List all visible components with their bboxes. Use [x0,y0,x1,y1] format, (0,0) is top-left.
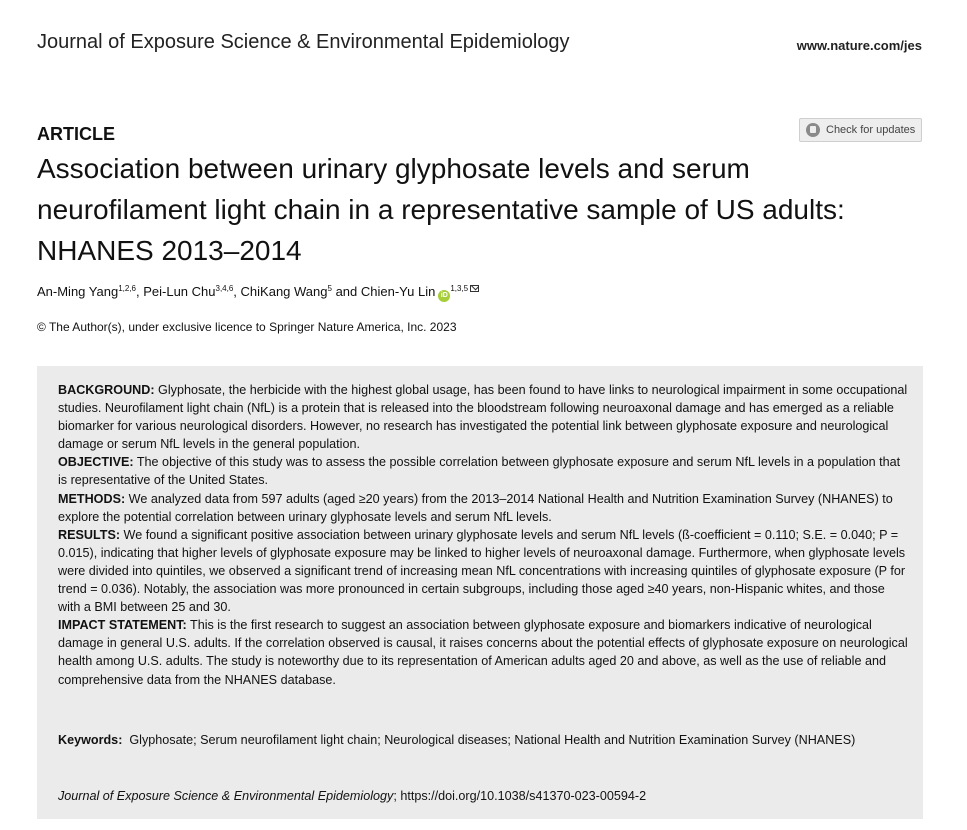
section-text: This is the first research to suggest an association between glyphosate exposure and biomarkers indicative of neurological damage in general U.S. adults. If the correlation observed is causal, it raises concerns about the potential effects of glyphosate exposure on neurological health among U.S. adults. The study is noteworthy due to its representation of American adults aged 20 and above, as well as the use of reliable and comprehensive data from the NHANES database. [58,618,908,687]
citation-journal: Journal of Exposure Science & Environmental Epidemiology [58,789,394,803]
section-label: METHODS: [58,491,126,506]
author-affiliation: 1,3,5 [450,284,469,293]
journal-url-link[interactable]: www.nature.com/jes [796,38,922,53]
article-type-label: ARTICLE [37,124,115,144]
author-affiliation: 3,4,6 [215,284,234,293]
section-label: RESULTS: [58,527,121,542]
author-name[interactable]: Chien-Yu Lin [360,284,436,299]
section-text: Glyphosate, the herbicide with the highest global usage, has been found to have links to neurological impairment in some occupational studies. Neurofilament light chain (NfL) is a protein that is released into the bloodstream following neuroaxonal damage and has emerged as a reliable biomarker for various neurological disorders. However, no research has investigated the potential link between glyphosate exposure and neurological damage or serum NfL levels in the general population. [58,383,908,452]
section-text: We analyzed data from 597 adults (aged ≥20 years) from the 2013–2014 National Health and Nutrition Examination Survey (NHANES) to explore the potential correlation between urinary glyphosate levels and serum NfL levels. [58,491,893,524]
bookmark-icon [806,123,820,137]
orcid-icon[interactable]: iD [438,290,450,302]
section-text: The objective of this study was to assess the possible correlation between glyphosate exposure and serum NfL levels in a population that is representative of the United States. [58,455,901,488]
abstract-background [58,381,908,453]
author-separator: and [331,284,361,299]
author-name[interactable]: Pei-Lun Chu [143,284,216,299]
author-name[interactable]: ChiKang Wang [240,284,328,299]
check-for-updates-button[interactable] [799,118,922,142]
copyright-notice: © The Author(s), under exclusive licence to Springer Nature America, Inc. 2023 [37,320,457,334]
abstract-results [58,526,908,616]
section-text: We found a significant positive association between urinary glyphosate levels and serum NfL levels (ß-coefficient = 0.110; S.E. = 0.040; P = 0.015), indicating that higher levels of glyphosate exposure may be linked to higher levels of neuroaxonal damage. Furthermore, when glyphosate levels were divided into quintiles, we observed a significant trend of increasing mean NfL concentrations with increasing quintiles of glyphosate exposure (P for trend = 0.036). Notably, the association was more pronounced in certain subgroups, including those aged ≥40 years, non-Hispanic whites, and those with a BMI between 25 and 30. [58,527,906,615]
citation [58,789,646,803]
check-updates-label: Check for updates [826,124,916,136]
keywords-text: Glyphosate; Serum neurofilament light chain; Neurological diseases; National Health and Nutrition Examination Survey (NHANES) [129,733,856,747]
section-label: OBJECTIVE: [58,455,134,470]
journal-name: Journal of Exposure Science & Environmental Epidemiology [37,31,570,53]
keywords [58,731,908,749]
author-separator: , [233,284,241,299]
author-separator: , [135,284,144,299]
author-name[interactable]: An-Ming Yang [37,284,119,299]
section-label: BACKGROUND: [58,383,155,397]
abstract-body [58,381,908,689]
citation-doi-link[interactable]: ; https://doi.org/10.1038/s41370-023-00594-2 [393,789,647,803]
email-icon[interactable] [470,285,479,292]
article-title: Association between urinary glyphosate levels and serum neurofilament light chain in a representative sample of US adults: NHANES 2013–2014 [37,153,845,266]
section-label: IMPACT STATEMENT: [58,618,187,633]
author-affiliation: 1,2,6 [118,284,136,293]
abstract-impact [58,616,908,688]
author-list [37,284,479,302]
author-affiliation: 5 [327,284,332,293]
keywords-label: Keywords: [58,733,123,747]
abstract-objective [58,453,908,489]
abstract-methods [58,490,908,526]
abstract-panel [37,366,923,819]
